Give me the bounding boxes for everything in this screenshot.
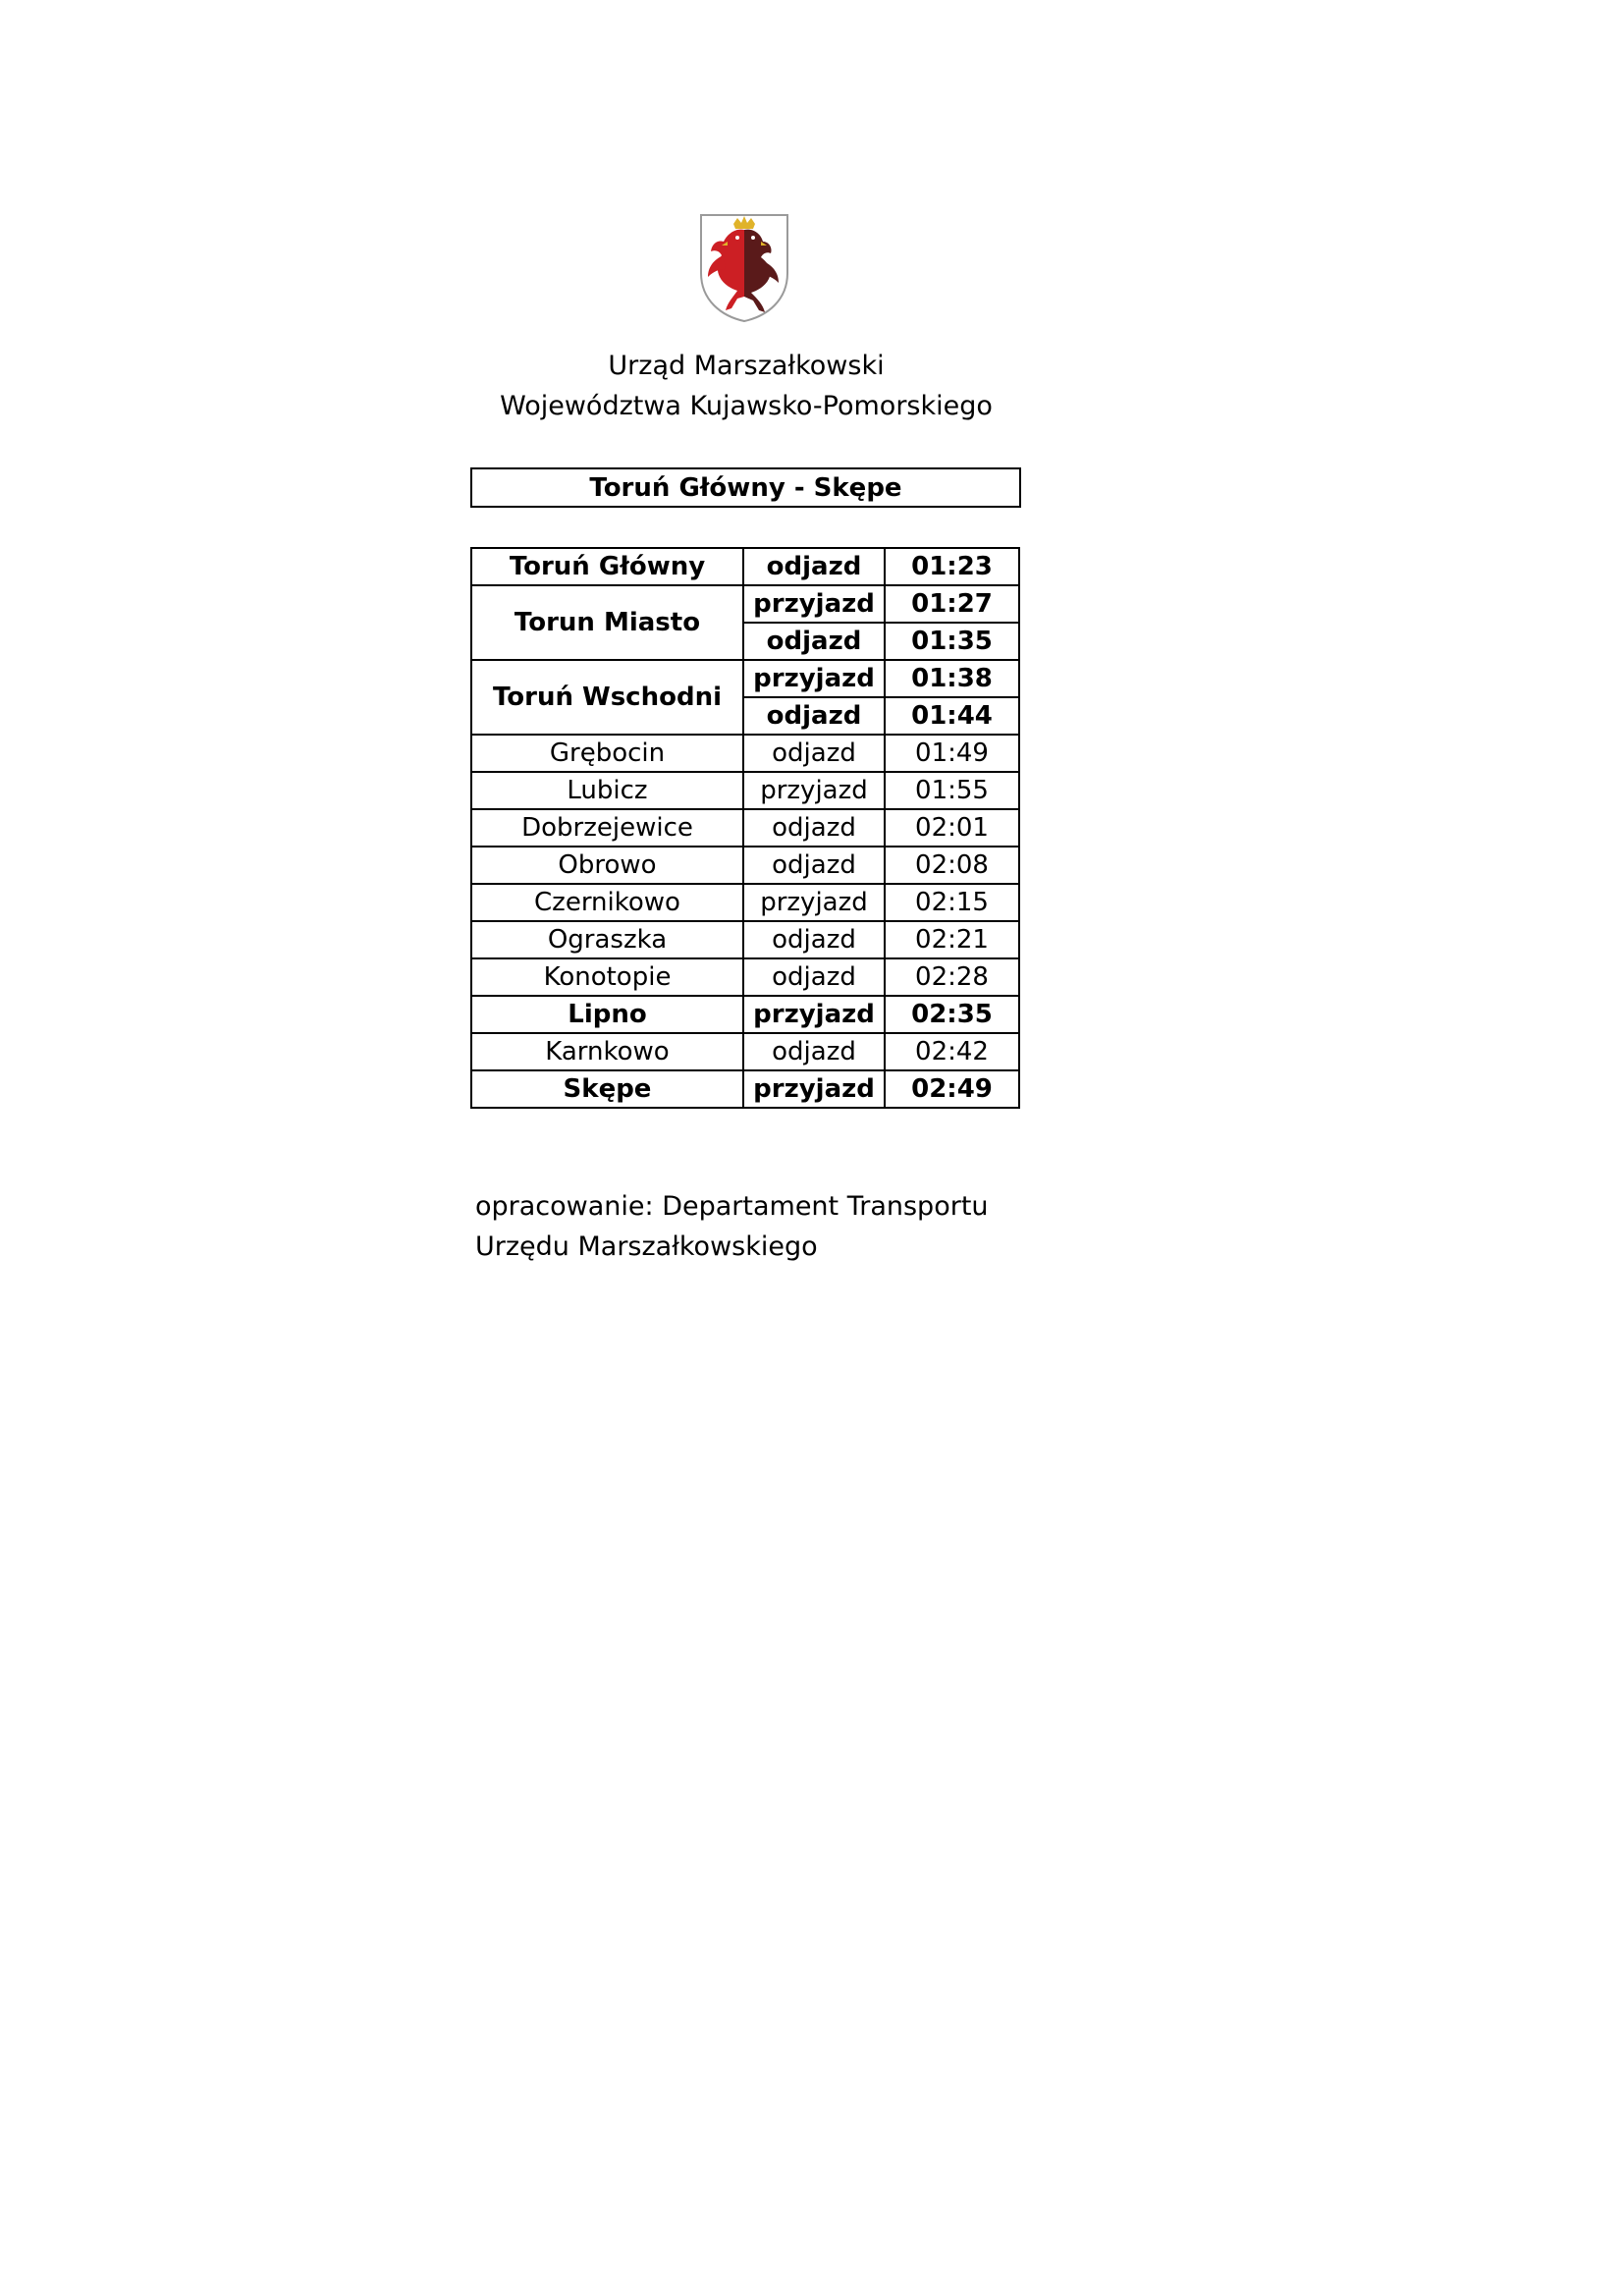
table-row [471, 921, 1019, 958]
table-row [471, 958, 1019, 996]
footer-line-2: Urzędu Marszałkowskiego [475, 1231, 818, 1262]
station-name: Toruń Główny [471, 548, 743, 585]
stop-type: odjazd [743, 921, 885, 958]
stop-type: odjazd [743, 735, 885, 772]
stop-type: odjazd [743, 1033, 885, 1070]
station-name: Obrowo [471, 847, 743, 884]
stop-type: przyjazd [743, 1070, 885, 1108]
stop-type: przyjazd [743, 660, 885, 697]
station-name: Skępe [471, 1070, 743, 1108]
station-name: Karnkowo [471, 1033, 743, 1070]
station-name: Ograszka [471, 921, 743, 958]
table-row [471, 1033, 1019, 1070]
table-row [471, 735, 1019, 772]
footer-credit [475, 1186, 989, 1267]
stop-type: przyjazd [743, 996, 885, 1033]
issuer-line-2: Województwa Kujawsko-Pomorskiego [500, 391, 993, 421]
stop-time: 02:21 [885, 921, 1019, 958]
stop-time: 02:01 [885, 809, 1019, 847]
table-row [471, 772, 1019, 809]
stop-time: 01:38 [885, 660, 1019, 697]
stop-type: odjazd [743, 548, 885, 585]
table-row [471, 1070, 1019, 1108]
stop-time: 02:28 [885, 958, 1019, 996]
table-row [471, 548, 1019, 585]
station-name: Lubicz [471, 772, 743, 809]
timetable [470, 547, 1020, 1109]
stop-time: 02:08 [885, 847, 1019, 884]
route-title: Toruń Główny - Skępe [470, 467, 1021, 508]
stop-time: 01:23 [885, 548, 1019, 585]
table-row [471, 809, 1019, 847]
station-name: Czernikowo [471, 884, 743, 921]
stop-type: odjazd [743, 847, 885, 884]
stop-type: odjazd [743, 958, 885, 996]
stop-time: 01:27 [885, 585, 1019, 623]
stop-time: 02:49 [885, 1070, 1019, 1108]
stop-time: 01:49 [885, 735, 1019, 772]
station-name: Dobrzejewice [471, 809, 743, 847]
stop-time: 01:55 [885, 772, 1019, 809]
stop-type: odjazd [743, 623, 885, 660]
coat-of-arms-logo [698, 212, 790, 324]
stop-time: 02:35 [885, 996, 1019, 1033]
stop-time: 01:44 [885, 697, 1019, 735]
stop-type: odjazd [743, 809, 885, 847]
stop-type: odjazd [743, 697, 885, 735]
stop-time: 01:35 [885, 623, 1019, 660]
station-name: Grębocin [471, 735, 743, 772]
stop-type: przyjazd [743, 884, 885, 921]
table-row [471, 996, 1019, 1033]
stop-time: 02:42 [885, 1033, 1019, 1070]
station-name: Torun Miasto [471, 585, 743, 660]
station-name: Konotopie [471, 958, 743, 996]
stop-time: 02:15 [885, 884, 1019, 921]
stop-type: przyjazd [743, 772, 885, 809]
issuer-line-1: Urząd Marszałkowski [608, 351, 885, 381]
issuer-header [471, 346, 1021, 426]
table-row [471, 847, 1019, 884]
table-row [471, 660, 1019, 697]
table-row [471, 884, 1019, 921]
stop-type: przyjazd [743, 585, 885, 623]
footer-line-1: opracowanie: Departament Transportu [475, 1191, 989, 1222]
station-name: Toruń Wschodni [471, 660, 743, 735]
table-row [471, 585, 1019, 623]
station-name: Lipno [471, 996, 743, 1033]
